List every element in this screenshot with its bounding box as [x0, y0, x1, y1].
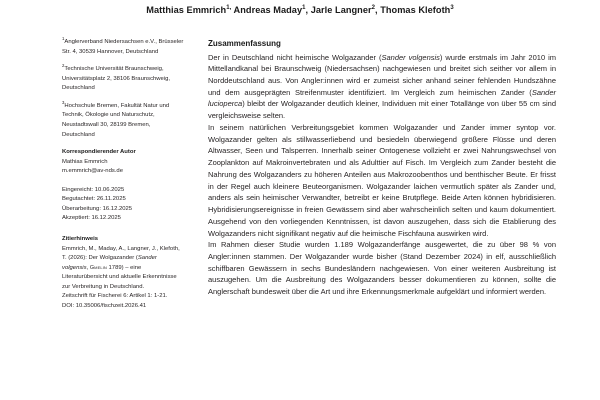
affiliation-3 [62, 99, 184, 140]
date-submitted: Eingereicht: 10.06.2025 [62, 186, 125, 193]
citation-authority-year: 1789) – eine Literaturübersicht und aktuelle Erkenntnisse zur Verbreitung in Deutschland. [62, 264, 177, 290]
citation-body [62, 246, 180, 290]
affiliation-text-3: Hochschule Bremen, Fakultät Natur und Technik, Ökologie und Naturschutz, Neustadtswall 30, 28199 Bremen, Deutschland [62, 102, 170, 138]
citation-species-italic: Sander volgensis [62, 255, 157, 271]
affiliation-marker-2: 2 [62, 63, 65, 69]
affiliation-2 [62, 65, 184, 94]
corresponding-author-block [62, 148, 184, 177]
abstract-heading: Zusammenfassung [208, 39, 281, 48]
affiliation-text-1: Anglerverband Niedersachsen e.V., Brüsseler Str. 4, 30539 Hannover, Deutschland [62, 39, 184, 55]
affiliation-marker-3: 3 [62, 99, 65, 105]
affiliation-text-2: Technische Universität Braunschweig, Universitätsplatz 2, 38106 Braunschweig, Deutschland [62, 66, 171, 92]
corresponding-author-email[interactable]: m.emmrich@av-nds.de [62, 168, 123, 175]
citation-species-tail: , [86, 264, 90, 271]
abstract-paragraph-3: Im Rahmen dieser Studie wurden 1.189 Wolgazanderfänge ausgewertet, die zu über 98 % von Angler:innen stammen. Der Wolgazander wurde bisher (Stand Dezember 2024) in elf, ausschließlich schiffbaren Gewässern in sechs Bundesländern nachgewiesen. Von einer weiteren Ausbreitung ist auszugehen. Um die Ausbreitung des Wolgazanders besser dokumentieren zu können, sollte die Anglerschaft bundesweit über die Art und ihre Erkennungsmerkmale aufgeklärt und informiert werden. [208, 240, 556, 297]
date-reviewed: Begutachtet: 26.11.2025 [62, 196, 126, 203]
citation-journal: Zeitschrift für Fischerei 6: Artikel 1: 1-21. [62, 293, 168, 300]
affiliation-1 [62, 38, 184, 57]
abstract-paragraph-1 [208, 52, 556, 122]
abstract-species-volgensis: Sander volgensis [381, 52, 440, 62]
date-revised: Überarbeitung: 16.12.2025 [62, 205, 133, 212]
sidebar-column [62, 38, 184, 321]
citation-heading: Zitierhinweis [62, 236, 99, 242]
date-accepted: Akzeptiert: 16.12.2025 [62, 215, 121, 222]
abstract-paragraph-2: In seinem natürlichen Verbreitungsgebiet kommen Wolgazander und Zander immer syntop vor. Wolgazander gelten als stillwasserliebend und besiedeln überwiegend größere Flüsse und deren Altwasser, Seen und Talsperren. Innerhalb seiner Ontogenese vollzieht er zwei Nahrungswechsel von Zooplankton auf Makroinvertebraten und als Adulttier auf Fisch. Im Vergleich zum Zander besteht die Nahrung des Wolgazanders zu höheren Anteilen aus Makrozoobenthos und benthischer Beute. Er frisst in der Regel auch kleinere Beuteorganismen. Wolgazander laichen vermutlich später als Zander und, anders als sein heimischer Verwandter, betreibt er keine Brutpflege. Beide Arten können hybridisieren. Hybridisierungsereignisse in freien Gewässern sind aber wahrscheinlich selten und kaum dokumentiert. Ausgehend von den vorliegenden Kenntnissen, ist davon auszugehen, dass sich die Etablierung des Wolgazanders nicht signifikant negativ auf die heimische Fischfauna auswirken wird. [208, 122, 556, 238]
citation-authors: Emmrich, M., Maday, A., Langner, J., Klefoth, T. (2026): Der Wolgazander ( [62, 245, 180, 262]
abstract-species-lucioperca: Sander lucioperca [208, 87, 556, 109]
two-column-body [0, 38, 600, 400]
author-byline: Matthias Emmrich$^{1,}$ Andreas Maday$^1$, Jarle Langner$^2$, Thomas Klefoth$^3$ [146, 4, 454, 15]
abstract-p1-part-a: Der in Deutschland nicht heimische Wolgazander ( [208, 52, 382, 62]
abstract-p1-part-b: ) wurde erstmals im Jahr 2010 im Mittellandkanal bei Braunschweig (Niedersachsen) nachgewiesen und breitet sich seither vor allem in Norddeutschland aus. Von Angler:innen wird er zumeist sicher anhand seiner fehlenden Hundszähne und dem ausgeprägten Streifenmuster identifiziert. Im Vergleich zum heimischen Zander ( [208, 52, 556, 97]
corresponding-author-name: Mathias Emmrich [62, 158, 108, 165]
corresponding-author-heading: Korrespondierender Autor [62, 149, 136, 156]
dates-block [62, 186, 184, 224]
affiliation-marker-1: 1 [62, 36, 65, 42]
citation-authority: Gmelin [89, 264, 107, 271]
citation-doi[interactable]: DOI: 10.35006/fischzeit.2026.41 [62, 302, 147, 309]
abstract-column [208, 38, 556, 298]
citation-block [62, 235, 184, 312]
abstract-p1-part-c: ) bleibt der Wolgazander deutlich kleiner, Individuen mit einer Totallänge von über 55 cm sind vergleichsweise selten. [208, 99, 556, 121]
